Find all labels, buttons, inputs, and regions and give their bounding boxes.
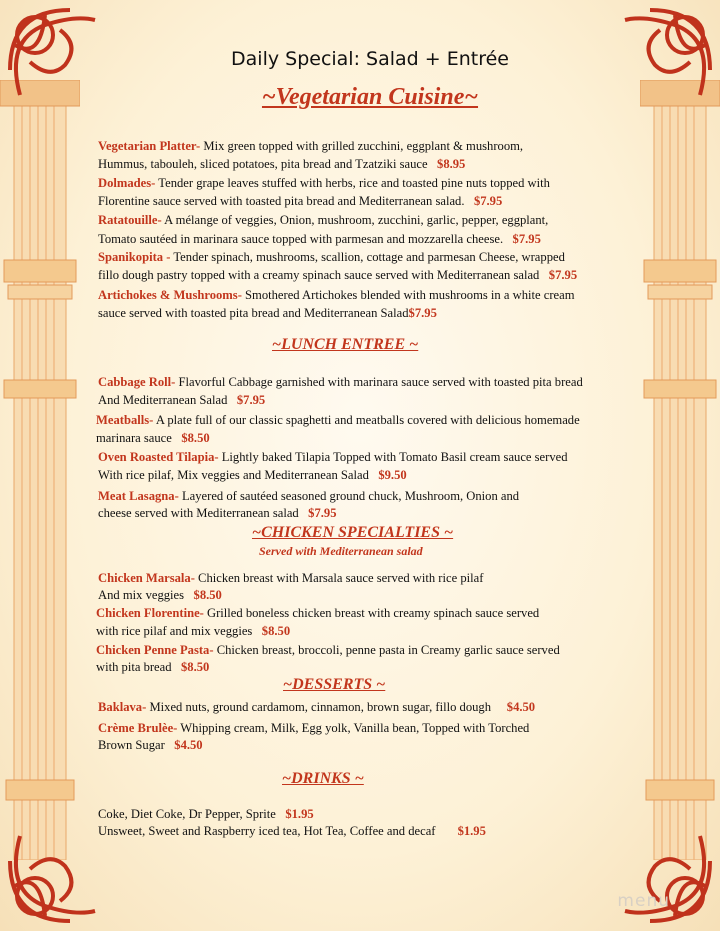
menu-item-desc: marinara sauce $8.50 (96, 431, 210, 445)
menu-item: Vegetarian Platter- Mix green topped with grilled zucchini, eggplant & mushroom, (98, 139, 524, 153)
menu-item-desc: Hummus, tabouleh, sliced potatoes, pita bread and Tzatziki sauce $8.95 (98, 157, 466, 171)
menu-item-desc: with rice pilaf and mix veggies $8.50 (96, 624, 291, 638)
celtic-knot-corner-icon (0, 821, 110, 931)
chicken-heading: ~CHICKEN SPECIALTIES ~ (252, 524, 454, 541)
menu-item-desc: sauce served with toasted pita bread and Mediterranean Salad$7.95 (98, 306, 437, 320)
desserts-heading: ~DESSERTS ~ (283, 676, 386, 693)
menu-item-desc: With rice pilaf, Mix veggies and Mediterranean Salad $9.50 (98, 468, 407, 482)
menu-item: Cabbage Roll- Flavorful Cabbage garnished with marinara sauce served with toasted pita bread (98, 375, 583, 389)
menu-item-desc: And Mediterranean Salad $7.95 (98, 393, 266, 407)
drink-item: Coke, Diet Coke, Dr Pepper, Sprite $1.95 (98, 807, 314, 821)
page-title: Daily Special: Salad + Entrée (231, 48, 509, 70)
menu-item: Baklava- Mixed nuts, ground cardamom, cinnamon, brown sugar, fillo dough $4.50 (98, 700, 536, 714)
chicken-subheading: Served with Mediterranean salad (259, 544, 423, 558)
menu-item: Meat Lasagna- Layered of sautéed seasoned ground chuck, Mushroom, Onion and (98, 489, 520, 503)
vegetarian-heading: ~Vegetarian Cuisine~ (261, 84, 479, 110)
menu-item: Spanikopita - Tender spinach, mushrooms, scallion, cottage and parmesan Cheese, wrapped (98, 250, 565, 264)
menu-item: Meatballs- A plate full of our classic spaghetti and meatballs covered with delicious homemade (96, 413, 580, 427)
menu-item-desc: Florentine sauce served with toasted pita bread and Mediterranean salad. $7.95 (98, 194, 503, 208)
menu-item-desc: with pita bread $8.50 (96, 660, 210, 674)
menu-item: Chicken Florentine- Grilled boneless chicken breast with creamy spinach sauce served (96, 606, 540, 620)
celtic-knot-corner-icon (610, 821, 720, 931)
menu-item: Artichokes & Mushrooms- Smothered Artichokes blended with mushrooms in a white cream (98, 288, 575, 302)
menu-item-desc: cheese served with Mediterranean salad $7.95 (98, 506, 337, 520)
watermark: menu (617, 891, 670, 911)
menu-item-desc: fillo dough pastry topped with a creamy spinach sauce served with Mediterranean salad $7.95 (98, 268, 578, 282)
menu-item: Crème Brulèe- Whipping cream, Milk, Egg yolk, Vanilla bean, Topped with Torched (98, 721, 530, 735)
menu-item: Oven Roasted Tilapia- Lightly baked Tilapia Topped with Tomato Basil cream sauce served (98, 450, 568, 464)
menu-item-desc: Tomato sautéed in marinara sauce topped with parmesan and mozzarella cheese. $7.95 (98, 232, 541, 246)
menu-item-desc: And mix veggies $8.50 (98, 588, 222, 602)
menu-item: Chicken Penne Pasta- Chicken breast, broccoli, penne pasta in Creamy garlic sauce served (96, 643, 560, 657)
menu-item: Ratatouille- A mélange of veggies, Onion, mushroom, zucchini, garlic, pepper, eggplant, (98, 213, 549, 227)
menu-item: Chicken Marsala- Chicken breast with Marsala sauce served with rice pilaf (98, 571, 484, 585)
drink-item: Unsweet, Sweet and Raspberry iced tea, Hot Tea, Coffee and decaf $1.95 (98, 824, 486, 838)
left-pillar-decoration (0, 80, 80, 860)
lunch-heading: ~LUNCH ENTREE ~ (272, 336, 419, 353)
drinks-heading: ~DRINKS ~ (282, 770, 364, 787)
menu-item-desc: Brown Sugar $4.50 (98, 738, 203, 752)
menu-item: Dolmades- Tender grape leaves stuffed with herbs, rice and toasted pine nuts topped with (98, 176, 550, 190)
right-pillar-decoration (640, 80, 720, 860)
